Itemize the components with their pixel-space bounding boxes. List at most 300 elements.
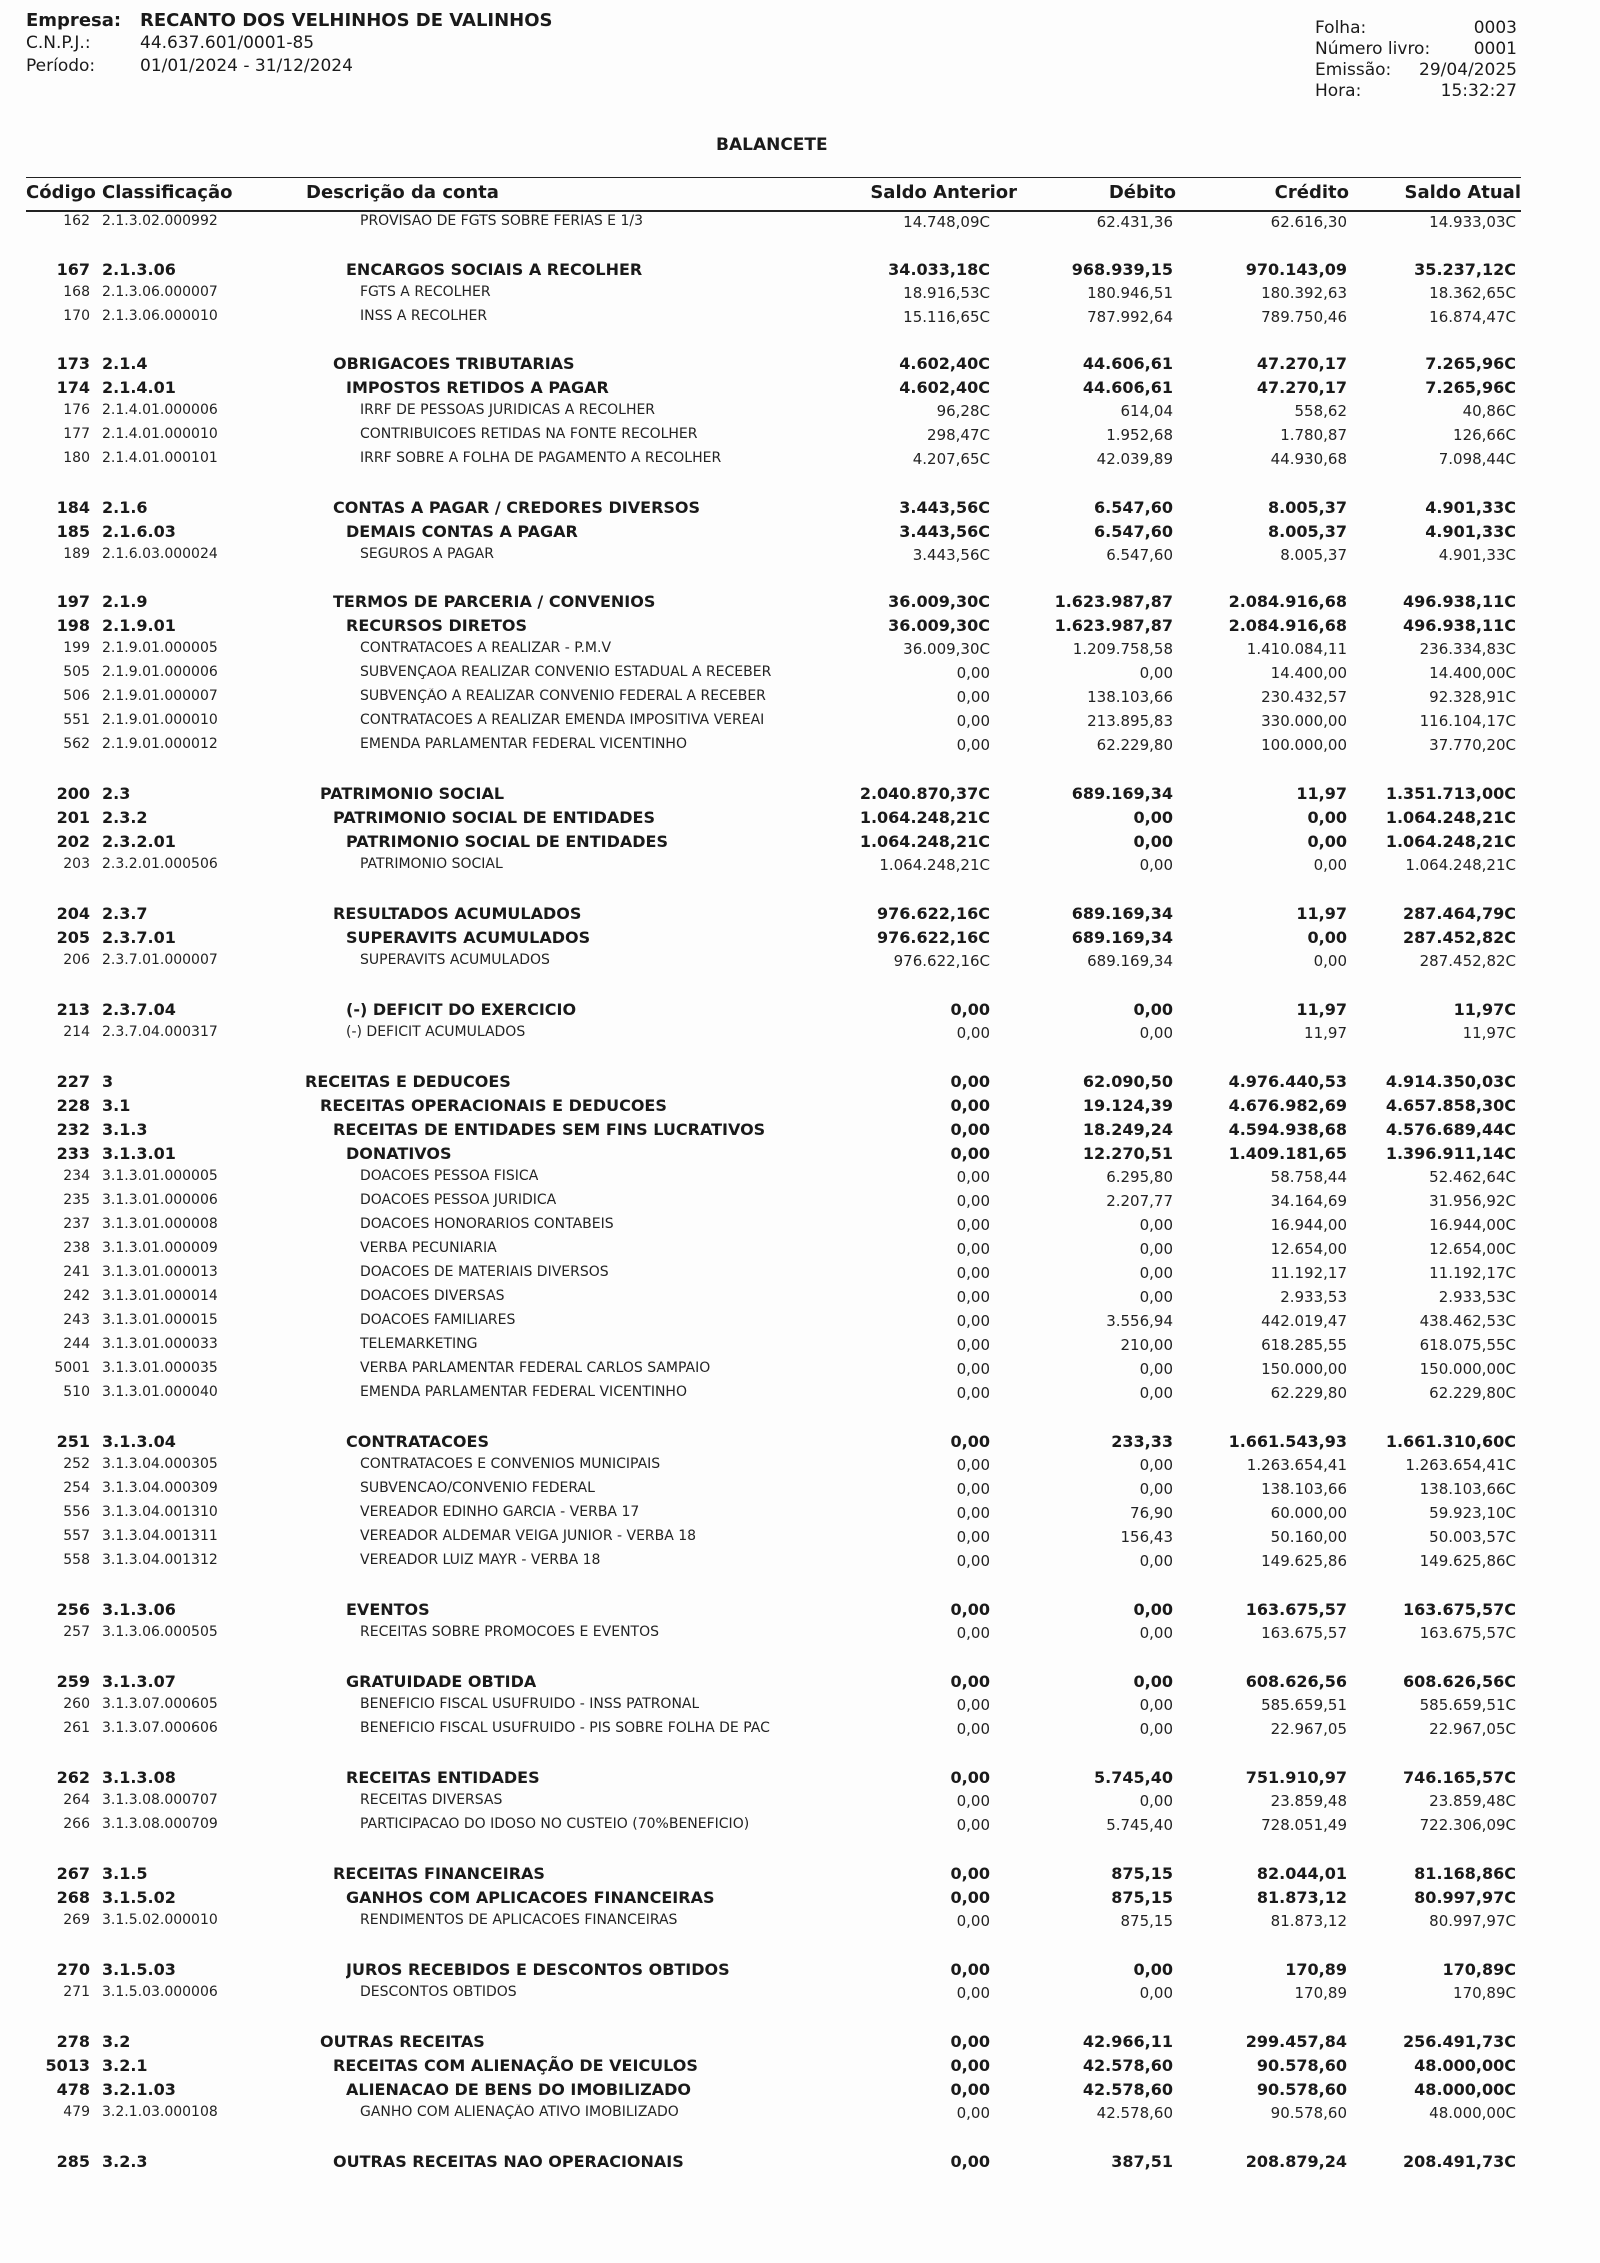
row-debito: 0,00 — [1139, 1480, 1173, 1498]
row-debito: 18.249,24 — [1082, 1120, 1173, 1139]
row-classification: 2.1.3.06 — [102, 260, 176, 279]
row-saldo-anterior: 0,00 — [956, 1312, 990, 1330]
row-saldo-anterior: 0,00 — [956, 1720, 990, 1738]
row-description: RECEITAS E DEDUCOES — [305, 1072, 511, 1091]
row-debito: 42.039,89 — [1096, 450, 1173, 468]
row-saldo-atual: 138.103,66C — [1419, 1480, 1516, 1498]
row-classification: 3.1.3.01.000008 — [102, 1216, 218, 1232]
row-classification: 2.3.7.04.000317 — [102, 1024, 218, 1040]
table-row — [0, 664, 1600, 686]
emissao-value: 29/04/2025 — [1419, 60, 1517, 80]
row-code: 262 — [56, 1768, 90, 1787]
row-saldo-anterior: 36.009,30C — [903, 640, 990, 658]
row-credito: 1.410.084,11 — [1246, 640, 1347, 658]
row-debito: 0,00 — [1139, 1240, 1173, 1258]
row-debito: 1.952,68 — [1106, 426, 1173, 444]
row-credito: 60.000,00 — [1270, 1504, 1347, 1522]
row-saldo-atual: 287.452,82C — [1419, 952, 1516, 970]
row-classification: 2.3.7 — [102, 904, 148, 923]
row-description: RECEITAS SOBRE PROMOCOES E EVENTOS — [360, 1624, 659, 1640]
row-saldo-atual: 287.452,82C — [1403, 928, 1516, 947]
row-credito: 2.933,53 — [1280, 1288, 1347, 1306]
row-credito: 22.967,05 — [1270, 1720, 1347, 1738]
row-credito: 558,62 — [1294, 402, 1347, 420]
row-code: 278 — [56, 2032, 90, 2051]
col-descricao: Descrição da conta — [306, 182, 499, 203]
row-debito: 42.966,11 — [1082, 2032, 1173, 2051]
row-description: VEREADOR EDINHO GARCIA - VERBA 17 — [360, 1504, 640, 1520]
row-saldo-anterior: 0,00 — [956, 2104, 990, 2122]
row-saldo-atual: 31.956,92C — [1429, 1192, 1516, 1210]
row-classification: 3.1.3.01.000014 — [102, 1288, 218, 1304]
row-description: SUPERAVITS ACUMULADOS — [346, 928, 591, 947]
row-saldo-anterior: 36.009,30C — [888, 616, 990, 635]
table-row — [0, 1480, 1600, 1502]
table-row — [0, 260, 1600, 282]
row-classification: 2.1.4.01.000010 — [102, 426, 218, 442]
row-description: ALIENACAO DE BENS DO IMOBILIZADO — [346, 2080, 692, 2099]
row-debito: 44.606,61 — [1082, 354, 1173, 373]
row-credito: 1.780,87 — [1280, 426, 1347, 444]
row-saldo-anterior: 0,00 — [956, 1264, 990, 1282]
row-classification: 3.1.3.01.000033 — [102, 1336, 218, 1352]
table-row — [0, 1528, 1600, 1550]
row-saldo-atual: 438.462,53C — [1419, 1312, 1516, 1330]
row-saldo-anterior: 0,00 — [950, 2080, 990, 2099]
row-description: DOACOES PESSOA FISICA — [360, 1168, 539, 1184]
row-description: CONTRATACOES E CONVENIOS MUNICIPAIS — [360, 1456, 661, 1472]
row-saldo-anterior: 0,00 — [956, 1480, 990, 1498]
row-saldo-atual: 256.491,73C — [1403, 2032, 1516, 2051]
row-description: IRRF DE PESSOAS JURIDICAS A RECOLHER — [360, 402, 656, 418]
row-code: 241 — [63, 1264, 90, 1280]
row-description: JUROS RECEBIDOS E DESCONTOS OBTIDOS — [346, 1960, 730, 1979]
row-debito: 0,00 — [1139, 1384, 1173, 1402]
row-saldo-atual: 22.967,05C — [1429, 1720, 1516, 1738]
row-saldo-anterior: 0,00 — [950, 1960, 990, 1979]
row-classification: 2.1.4.01.000006 — [102, 402, 218, 418]
row-saldo-anterior: 15.116,65C — [903, 308, 990, 326]
row-description: VEREADOR ALDEMAR VEIGA JUNIOR - VERBA 18 — [360, 1528, 697, 1544]
row-debito: 0,00 — [1133, 1000, 1173, 1019]
row-saldo-atual: 170,89C — [1442, 1960, 1516, 1979]
row-saldo-atual: 170,89C — [1453, 1984, 1516, 2002]
row-description: DONATIVOS — [346, 1144, 452, 1163]
row-description: VEREADOR LUIZ MAYR - VERBA 18 — [360, 1552, 601, 1568]
row-saldo-atual: 1.661.310,60C — [1385, 1432, 1516, 1451]
table-row — [0, 1960, 1600, 1982]
row-code: 261 — [63, 1720, 90, 1736]
table-row — [0, 808, 1600, 830]
table-row — [0, 952, 1600, 974]
row-credito: 1.263.654,41 — [1246, 1456, 1347, 1474]
row-debito: 1.209.758,58 — [1072, 640, 1173, 658]
hora-label: Hora: — [1315, 81, 1362, 101]
row-classification: 3.1.3.01.000009 — [102, 1240, 218, 1256]
row-saldo-anterior: 0,00 — [956, 1216, 990, 1234]
empresa-name: RECANTO DOS VELHINHOS DE VALINHOS — [140, 10, 553, 31]
row-saldo-atual: 722.306,09C — [1419, 1816, 1516, 1834]
row-code: 237 — [63, 1216, 90, 1232]
periodo-label: Período: — [26, 56, 96, 76]
row-credito: 2.084.916,68 — [1228, 616, 1347, 635]
table-row — [0, 546, 1600, 568]
row-credito: 16.944,00 — [1270, 1216, 1347, 1234]
table-row — [0, 1240, 1600, 1262]
table-row — [0, 616, 1600, 638]
row-debito: 213.895,83 — [1087, 712, 1173, 730]
row-saldo-atual: 59.923,10C — [1429, 1504, 1516, 1522]
row-saldo-anterior: 0,00 — [956, 1192, 990, 1210]
row-saldo-anterior: 0,00 — [956, 1384, 990, 1402]
table-row — [0, 784, 1600, 806]
row-credito: 150.000,00 — [1261, 1360, 1347, 1378]
row-credito: 47.270,17 — [1256, 378, 1347, 397]
row-credito: 208.879,24 — [1245, 2152, 1347, 2171]
report-title: BALANCETE — [716, 135, 828, 155]
row-classification: 3.2.3 — [102, 2152, 148, 2171]
row-classification: 2.1.9.01 — [102, 616, 176, 635]
row-classification: 3.1.3.08.000707 — [102, 1792, 218, 1808]
row-saldo-anterior: 0,00 — [956, 1360, 990, 1378]
row-code: 506 — [63, 688, 90, 704]
row-saldo-atual: 7.265,96C — [1425, 354, 1516, 373]
table-row — [0, 1192, 1600, 1214]
row-description: EVENTOS — [346, 1600, 430, 1619]
row-credito: 230.432,57 — [1261, 688, 1347, 706]
row-saldo-atual: 163.675,57C — [1403, 1600, 1516, 1619]
row-saldo-atual: 1.064.248,21C — [1405, 856, 1516, 874]
row-credito: 163.675,57 — [1261, 1624, 1347, 1642]
row-description: PATRIMONIO SOCIAL — [320, 784, 505, 803]
row-saldo-anterior: 0,00 — [956, 688, 990, 706]
row-description: RESULTADOS ACUMULADOS — [333, 904, 582, 923]
row-saldo-anterior: 0,00 — [956, 1288, 990, 1306]
row-credito: 34.164,69 — [1270, 1192, 1347, 1210]
row-saldo-atual: 4.657.858,30C — [1385, 1096, 1516, 1115]
row-code: 251 — [56, 1432, 90, 1451]
row-credito: 1.409.181,65 — [1228, 1144, 1347, 1163]
row-classification: 3.1.3 — [102, 1120, 148, 1139]
row-classification: 2.1.9.01.000012 — [102, 736, 218, 752]
row-debito: 233,33 — [1111, 1432, 1173, 1451]
row-description: CONTRATACOES A REALIZAR EMENDA IMPOSITIVA VEREAI — [360, 712, 765, 728]
row-classification: 3.1.3.01.000040 — [102, 1384, 218, 1400]
row-saldo-anterior: 0,00 — [956, 1552, 990, 1570]
row-code: 270 — [56, 1960, 90, 1979]
row-saldo-atual: 14.400,00C — [1429, 664, 1516, 682]
row-debito: 42.578,60 — [1082, 2056, 1173, 2075]
row-saldo-anterior: 0,00 — [950, 2032, 990, 2051]
row-saldo-atual: 48.000,00C — [1414, 2056, 1516, 2075]
row-saldo-anterior: 1.064.248,21C — [859, 808, 990, 827]
row-debito: 42.578,60 — [1096, 2104, 1173, 2122]
row-saldo-anterior: 1.064.248,21C — [879, 856, 990, 874]
row-debito: 0,00 — [1139, 1288, 1173, 1306]
row-saldo-anterior: 0,00 — [950, 1672, 990, 1691]
table-row — [0, 1264, 1600, 1286]
row-code: 167 — [56, 260, 90, 279]
row-debito: 62.090,50 — [1082, 1072, 1173, 1091]
row-saldo-atual: 16.944,00C — [1429, 1216, 1516, 1234]
table-row — [0, 2056, 1600, 2078]
row-debito: 62.229,80 — [1096, 736, 1173, 754]
row-saldo-atual: 62.229,80C — [1429, 1384, 1516, 1402]
row-saldo-atual: 1.351.713,00C — [1385, 784, 1516, 803]
row-description: DESCONTOS OBTIDOS — [360, 1984, 517, 2000]
row-credito: 11,97 — [1296, 904, 1347, 923]
row-saldo-atual: 163.675,57C — [1419, 1624, 1516, 1642]
row-debito: 875,15 — [1120, 1912, 1173, 1930]
row-classification: 2.1.6.03 — [102, 522, 176, 541]
row-classification: 3.2.1.03.000108 — [102, 2104, 218, 2120]
row-saldo-anterior: 976.622,16C — [877, 928, 990, 947]
row-credito: 0,00 — [1313, 856, 1347, 874]
row-debito: 0,00 — [1139, 1216, 1173, 1234]
row-saldo-anterior: 96,28C — [936, 402, 990, 420]
row-debito: 210,00 — [1120, 1336, 1173, 1354]
row-description: INSS A RECOLHER — [360, 308, 488, 324]
row-description: GANHOS COM APLICACOES FINANCEIRAS — [346, 1888, 715, 1907]
row-debito: 44.606,61 — [1082, 378, 1173, 397]
row-code: 205 — [56, 928, 90, 947]
table-row — [0, 378, 1600, 400]
row-debito: 6.547,60 — [1094, 522, 1173, 541]
row-code: 203 — [63, 856, 90, 872]
row-credito: 14.400,00 — [1270, 664, 1347, 682]
row-saldo-anterior: 0,00 — [956, 1528, 990, 1546]
table-row — [0, 308, 1600, 330]
row-classification: 2.1.3.06.000010 — [102, 308, 218, 324]
row-saldo-anterior: 976.622,16C — [877, 904, 990, 923]
row-debito: 62.431,36 — [1096, 213, 1173, 231]
emissao-label: Emissão: — [1315, 60, 1392, 80]
row-code: 510 — [63, 1384, 90, 1400]
table-row — [0, 1096, 1600, 1118]
row-description: (-) DEFICIT ACUMULADOS — [346, 1024, 526, 1040]
table-row — [0, 284, 1600, 306]
row-debito: 0,00 — [1139, 664, 1173, 682]
row-saldo-atual: 12.654,00C — [1429, 1240, 1516, 1258]
table-row — [0, 2152, 1600, 2174]
row-saldo-anterior: 0,00 — [956, 664, 990, 682]
row-debito: 6.547,60 — [1106, 546, 1173, 564]
row-description: DOACOES HONORARIOS CONTABEIS — [360, 1216, 614, 1232]
row-code: 244 — [63, 1336, 90, 1352]
row-code: 264 — [63, 1792, 90, 1808]
row-classification: 3.1.5.03 — [102, 1960, 176, 1979]
row-debito: 689.169,34 — [1087, 952, 1173, 970]
table-row — [0, 832, 1600, 854]
table-row — [0, 1816, 1600, 1838]
table-row — [0, 688, 1600, 710]
row-saldo-atual: 4.901,33C — [1425, 498, 1516, 517]
row-credito: 728.051,49 — [1261, 1816, 1347, 1834]
row-classification: 3.1.3.04.000305 — [102, 1456, 218, 1472]
row-credito: 970.143,09 — [1245, 260, 1347, 279]
row-code: 185 — [56, 522, 90, 541]
row-code: 5001 — [54, 1360, 90, 1376]
row-saldo-anterior: 0,00 — [950, 1072, 990, 1091]
row-description: RECEITAS ENTIDADES — [346, 1768, 540, 1787]
row-saldo-anterior: 0,00 — [950, 1432, 990, 1451]
row-credito: 4.676.982,69 — [1228, 1096, 1347, 1115]
row-credito: 50.160,00 — [1270, 1528, 1347, 1546]
row-saldo-anterior: 0,00 — [950, 1600, 990, 1619]
row-code: 168 — [63, 284, 90, 300]
row-description: DOACOES DE MATERIAIS DIVERSOS — [360, 1264, 609, 1280]
row-classification: 3.1.3.01.000005 — [102, 1168, 218, 1184]
row-saldo-atual: 18.362,65C — [1429, 284, 1516, 302]
table-row — [0, 1384, 1600, 1406]
row-description: CONTAS A PAGAR / CREDORES DIVERSOS — [333, 498, 701, 517]
row-code: 204 — [56, 904, 90, 923]
row-debito: 42.578,60 — [1082, 2080, 1173, 2099]
row-code: 228 — [56, 1096, 90, 1115]
row-description: GANHO COM ALIENAÇÃO ATIVO IMOBILIZADO — [360, 2104, 679, 2120]
row-classification: 3.1.3.01.000035 — [102, 1360, 218, 1376]
row-credito: 11,97 — [1296, 784, 1347, 803]
row-credito: 751.910,97 — [1245, 1768, 1347, 1787]
row-saldo-anterior: 0,00 — [956, 1336, 990, 1354]
row-code: 189 — [63, 546, 90, 562]
row-classification: 2.1.9.01.000005 — [102, 640, 218, 656]
row-credito: 618.285,55 — [1261, 1336, 1347, 1354]
row-code: 256 — [56, 1600, 90, 1619]
row-saldo-anterior: 14.748,09C — [903, 213, 990, 231]
row-classification: 2.1.6.03.000024 — [102, 546, 218, 562]
row-code: 177 — [63, 426, 90, 442]
table-row — [0, 1072, 1600, 1094]
row-saldo-atual: 4.914.350,03C — [1385, 1072, 1516, 1091]
table-row — [0, 592, 1600, 614]
row-code: 227 — [56, 1072, 90, 1091]
row-code: 202 — [56, 832, 90, 851]
row-debito: 156,43 — [1120, 1528, 1173, 1546]
row-credito: 47.270,17 — [1256, 354, 1347, 373]
row-debito: 1.623.987,87 — [1054, 616, 1173, 635]
row-saldo-atual: 1.064.248,21C — [1385, 832, 1516, 851]
row-code: 557 — [63, 1528, 90, 1544]
row-saldo-atual: 1.263.654,41C — [1405, 1456, 1516, 1474]
row-code: 238 — [63, 1240, 90, 1256]
row-code: 266 — [63, 1816, 90, 1832]
row-description: SUBVENCAO/CONVENIO FEDERAL — [360, 1480, 595, 1496]
row-credito: 330.000,00 — [1261, 712, 1347, 730]
row-saldo-atual: 1.064.248,21C — [1385, 808, 1516, 827]
row-code: 170 — [63, 308, 90, 324]
row-description: DOACOES DIVERSAS — [360, 1288, 505, 1304]
row-code: 562 — [63, 736, 90, 752]
row-debito: 387,51 — [1111, 2152, 1173, 2171]
row-saldo-atual: 81.168,86C — [1414, 1864, 1516, 1883]
row-credito: 100.000,00 — [1261, 736, 1347, 754]
row-saldo-anterior: 0,00 — [950, 1096, 990, 1115]
table-row — [0, 1336, 1600, 1358]
row-code: 197 — [56, 592, 90, 611]
table-row — [0, 1432, 1600, 1454]
row-saldo-atual: 4.901,33C — [1438, 546, 1516, 564]
row-description: RECURSOS DIRETOS — [346, 616, 528, 635]
row-description: EMENDA PARLAMENTAR FEDERAL VICENTINHO — [360, 1384, 687, 1400]
row-credito: 90.578,60 — [1256, 2056, 1347, 2075]
row-saldo-anterior: 0,00 — [950, 2056, 990, 2075]
row-code: 234 — [63, 1168, 90, 1184]
row-classification: 3.2.1.03 — [102, 2080, 176, 2099]
row-classification: 3 — [102, 1072, 114, 1091]
row-classification: 3.1.3.01.000013 — [102, 1264, 218, 1280]
row-code: 269 — [63, 1912, 90, 1928]
row-saldo-atual: 92.328,91C — [1429, 688, 1516, 706]
row-classification: 2.3 — [102, 784, 131, 803]
row-saldo-anterior: 3.443,56C — [912, 546, 990, 564]
row-code: 243 — [63, 1312, 90, 1328]
table-row — [0, 928, 1600, 950]
row-credito: 0,00 — [1307, 832, 1347, 851]
row-saldo-anterior: 36.009,30C — [888, 592, 990, 611]
row-saldo-anterior: 0,00 — [950, 1768, 990, 1787]
row-saldo-atual: 48.000,00C — [1414, 2080, 1516, 2099]
folha-value: 0003 — [1473, 18, 1517, 38]
livro-value: 0001 — [1473, 39, 1517, 59]
row-description: BENEFICIO FISCAL USUFRUIDO - PIS SOBRE FOLHA DE PAC — [360, 1720, 770, 1736]
row-description: IMPOSTOS RETIDOS A PAGAR — [346, 378, 609, 397]
table-row — [0, 1624, 1600, 1646]
row-saldo-atual: 585.659,51C — [1419, 1696, 1516, 1714]
row-classification: 3.1.3.07.000605 — [102, 1696, 218, 1712]
row-code: 198 — [56, 616, 90, 635]
livro-label: Número livro: — [1315, 39, 1431, 59]
row-code: 206 — [63, 952, 90, 968]
row-classification: 2.1.4 — [102, 354, 148, 373]
row-description: VERBA PECUNIARIA — [360, 1240, 497, 1256]
row-debito: 0,00 — [1133, 1600, 1173, 1619]
row-classification: 3.1.3.04.001311 — [102, 1528, 218, 1544]
row-credito: 8.005,37 — [1268, 498, 1347, 517]
row-debito: 5.745,40 — [1106, 1816, 1173, 1834]
row-debito: 1.623.987,87 — [1054, 592, 1173, 611]
row-debito: 0,00 — [1139, 1792, 1173, 1810]
row-description: OBRIGACOES TRIBUTARIAS — [333, 354, 575, 373]
row-code: 176 — [63, 402, 90, 418]
row-saldo-atual: 4.576.689,44C — [1385, 1120, 1516, 1139]
table-row — [0, 1720, 1600, 1742]
row-description: (-) DEFICIT DO EXERCICIO — [346, 1000, 577, 1019]
row-description: RECEITAS FINANCEIRAS — [333, 1864, 545, 1883]
row-saldo-anterior: 3.443,56C — [899, 498, 990, 517]
row-debito: 0,00 — [1139, 1696, 1173, 1714]
row-credito: 170,89 — [1285, 1960, 1347, 1979]
row-debito: 6.295,80 — [1106, 1168, 1173, 1186]
row-description: CONTRATACOES — [346, 1432, 489, 1451]
row-saldo-atual: 11,97C — [1462, 1024, 1516, 1042]
row-debito: 180.946,51 — [1087, 284, 1173, 302]
row-debito: 0,00 — [1139, 1264, 1173, 1282]
row-debito: 875,15 — [1111, 1888, 1173, 1907]
row-description: DOACOES PESSOA JURIDICA — [360, 1192, 557, 1208]
row-description: TELEMARKETING — [360, 1336, 478, 1352]
row-code: 174 — [56, 378, 90, 397]
row-credito: 81.873,12 — [1256, 1888, 1347, 1907]
row-classification: 3.1.5.03.000006 — [102, 1984, 218, 2000]
row-credito: 442.019,47 — [1261, 1312, 1347, 1330]
row-code: 180 — [63, 450, 90, 466]
row-saldo-atual: 2.933,53C — [1438, 1288, 1516, 1306]
table-row — [0, 1024, 1600, 1046]
folha-label: Folha: — [1315, 18, 1367, 38]
row-description: PATRIMONIO SOCIAL DE ENTIDADES — [333, 808, 655, 827]
row-debito: 689.169,34 — [1071, 904, 1173, 923]
